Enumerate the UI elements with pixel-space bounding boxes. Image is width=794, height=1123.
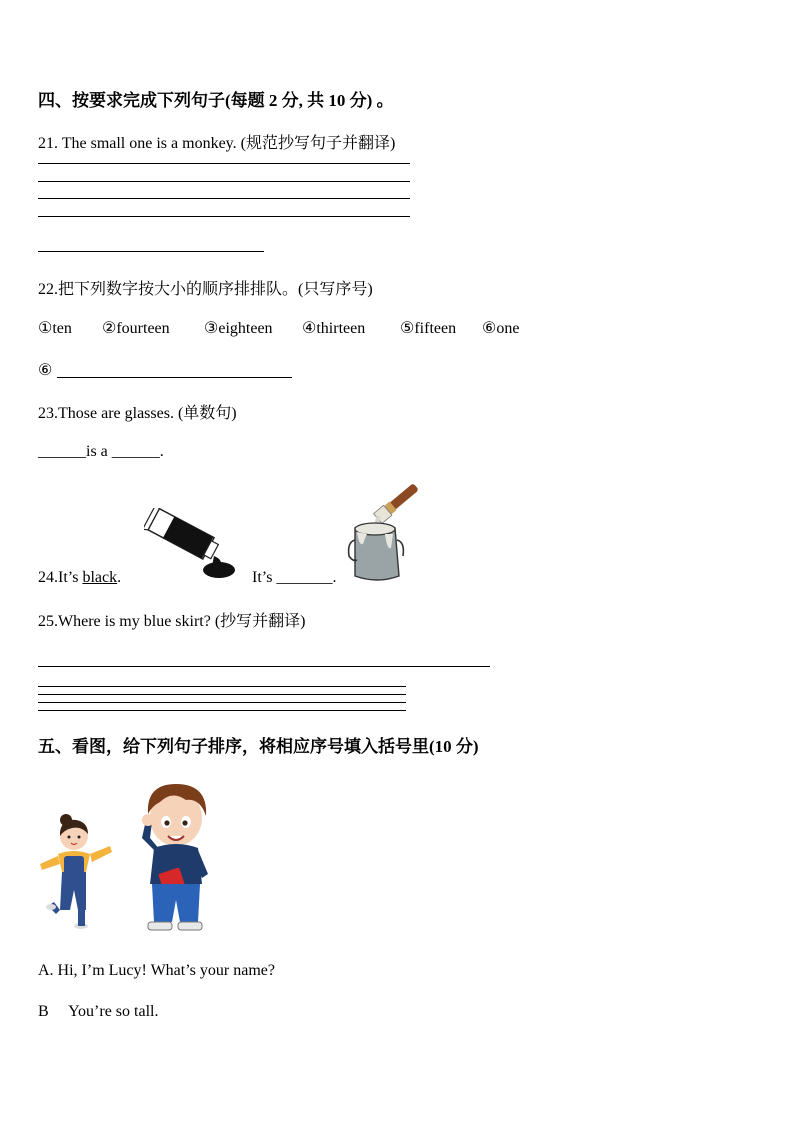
girl-lucy-image [36,810,118,936]
question-25: 25.Where is my blue skirt? (抄写并翻译) [38,613,306,630]
option-3: ③eighteen [204,320,273,337]
question-24-suffix: . [117,569,122,586]
question-22: 22.把下列数字按大小的顺序排排队。(只写序号) [38,281,373,298]
boy-image [136,780,216,938]
fill-in-23[interactable]: ______is a ______. [38,443,164,460]
answer-line-21-2[interactable] [38,181,410,182]
option-4: ④thirteen [302,320,366,337]
answer-24[interactable]: It’s _______. [252,569,337,586]
question-23: 23.Those are glasses. (单数句) [38,405,237,422]
answer-line-25-1[interactable] [38,666,490,667]
answer-line-21-5[interactable] [38,251,264,252]
option-6: ⑥one [482,320,520,337]
question-24-word: black [82,569,118,586]
question-24 [38,569,121,587]
answer-line-25-2[interactable] [38,686,406,687]
option-5: ⑤fifteen [400,320,457,337]
answer-line-21-4[interactable] [38,216,410,217]
sentence-b: B You’re so tall. [38,1003,159,1020]
section-5-heading: 五、看图，给下列句子排序，将相应序号填入括号里(10 分) [38,737,479,756]
option-1: ①ten [38,320,72,337]
option-2: ②fourteen [102,320,170,337]
answer-line-25-4[interactable] [38,702,406,703]
section-4-heading: 四、按要求完成下列句子(每题 2 分, 共 10 分) 。 [38,91,394,110]
answer-line-25-5[interactable] [38,710,406,711]
answer-line-21-1[interactable] [38,163,410,164]
answer-line-22[interactable] [57,377,292,378]
sentence-a: A. Hi, I’m Lucy! What’s your name? [38,962,275,979]
paint-can-brush-image [345,480,429,584]
answer-prefix-22: ⑥ [38,362,53,379]
answer-line-21-3[interactable] [38,198,410,199]
question-21: 21. The small one is a monkey. (规范抄写句子并翻译) [38,135,396,152]
question-24-prefix: 24.It’s [38,569,83,586]
answer-line-25-3[interactable] [38,694,406,695]
paint-tube-image [144,508,244,582]
